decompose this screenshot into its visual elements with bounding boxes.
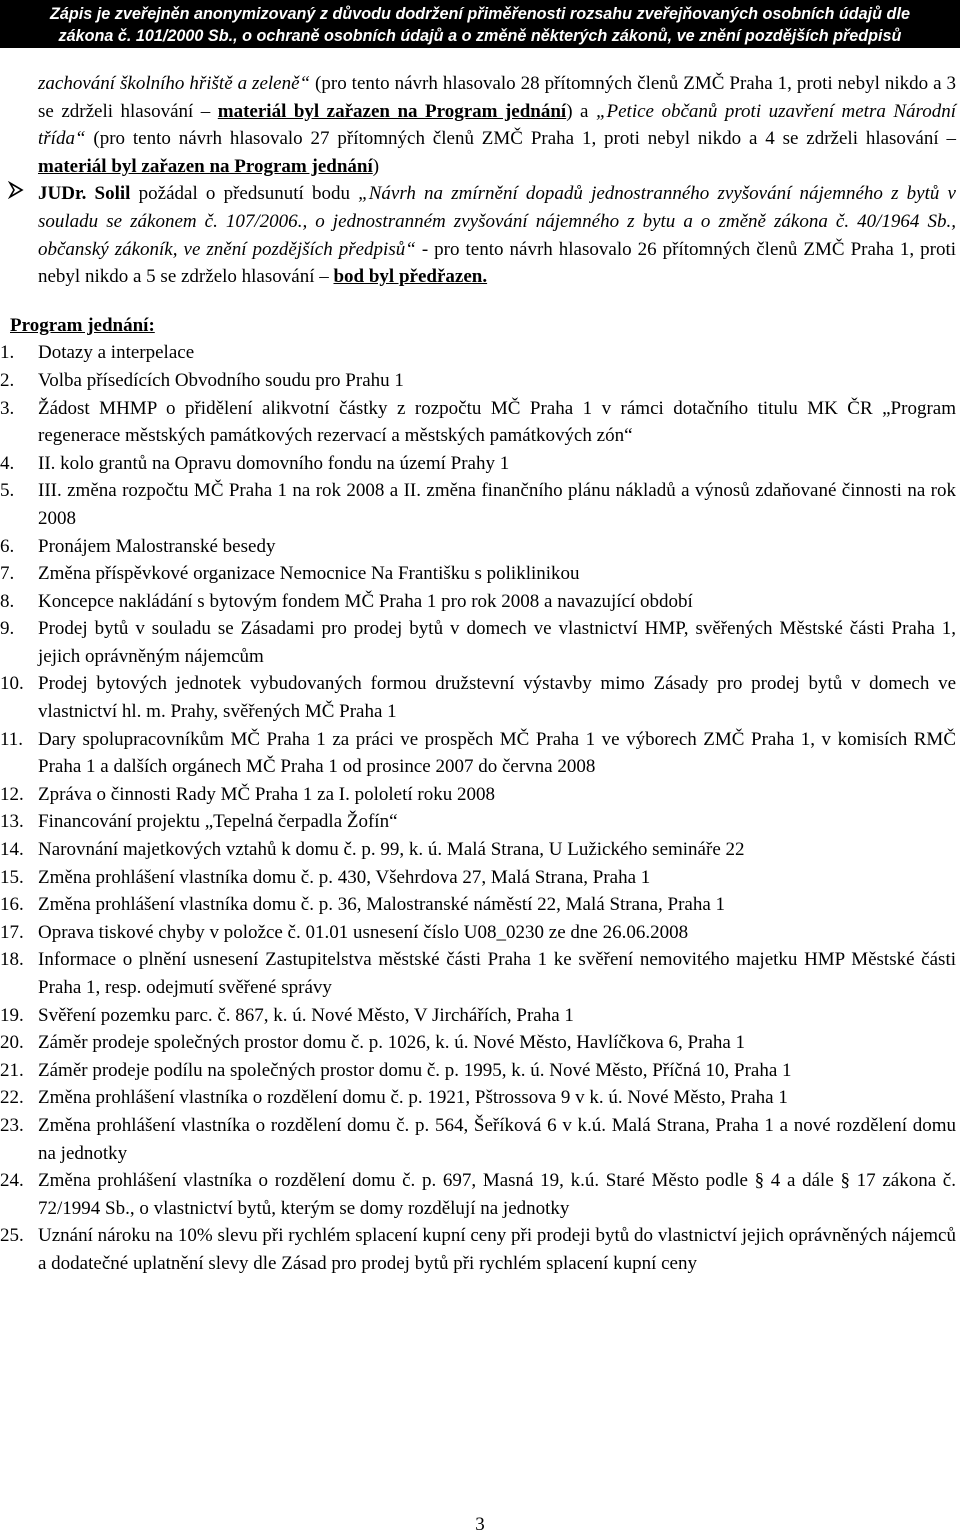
petition-title-1: zachování školního hřiště a zeleně“ [38, 73, 311, 94]
agenda-item-number: 24. [0, 1170, 24, 1192]
closing-paren: ) [372, 155, 380, 177]
agenda-item-text: Oprava tiskové chyby v položce č. 01.01 usnesení číslo U08_0230 ze dne 26.06.2008 [38, 921, 689, 943]
motion-title-part-3: , občanský zákoník, ve znění pozdějších předpisů“ [38, 210, 956, 260]
vote-text-3: - pro tento návrh hlasovalo 26 přítomných členů ZMČ Praha 1, proti nebyl nikdo a 5 se zdrželo hlasování – [38, 238, 956, 288]
agenda-item-text: Dotazy a interpelace [38, 342, 195, 364]
agenda-item [0, 588, 956, 616]
anonymization-notice-banner [0, 0, 960, 48]
agenda-item [0, 395, 956, 450]
agenda-item-number: 19. [0, 1004, 24, 1026]
agenda-item-text: Změna příspěvkové organizace Nemocnice Na Františku s poliklinikou [38, 563, 580, 585]
agenda-item-text: Dary spolupracovníkům MČ Praha 1 za práci ve prospěch MČ Praha 1 ve výborech ZMČ Praha 1, v komisích RMČ Praha 1 a dalších orgánech MČ Praha 1 od prosince 2007 do června 2008 [38, 728, 956, 778]
agenda-item-number: 20. [0, 1032, 24, 1054]
agenda-item [0, 808, 956, 836]
vote-text-2: (pro tento návrh hlasovalo 27 přítomných členů ZMČ Praha 1, proti nebyl nikdo a 4 se zdrželi hlasování – [85, 128, 956, 150]
agenda-item-text: Záměr prodeje společných prostor domu č. p. 1026, k. ú. Nové Město, Havlíčkova 6, Praha 1 [38, 1032, 746, 1054]
agenda-item-number: 10. [0, 673, 24, 695]
agenda-item-number: 16. [0, 894, 24, 916]
agenda-item [0, 339, 956, 367]
document-body [0, 70, 956, 1278]
agenda-item-text: III. změna rozpočtu MČ Praha 1 na rok 2008 a II. změna finančního plánu nákladů a výnosů zdaňované činnosti na rok 2008 [38, 480, 956, 529]
agenda-item-text: Změna prohlášení vlastníka domu č. p. 430, Všehrdova 27, Malá Strana, Praha 1 [38, 866, 651, 888]
agenda-item-text: II. kolo grantů na Opravu domovního fondu na území Prahy 1 [38, 452, 510, 474]
agenda-item-number: 1. [0, 342, 15, 364]
agenda-item-text: Záměr prodeje podílu na společných prostor domu č. p. 1995, k. ú. Nové Město, Příčná 10, Praha 1 [38, 1059, 792, 1081]
agenda-item-number: 3. [0, 397, 15, 419]
agenda-item-number: 5. [0, 480, 15, 502]
agenda-item-text: Žádost MHMP o přidělení alikvotní částky z rozpočtu MČ Praha 1 v rámci dotačního titulu MK ČR „Program regenerace městských památkových rezervací a městských památkových zón“ [38, 397, 956, 447]
agenda-item-text: Změna prohlášení vlastníka o rozdělení domu č. p. 697, Masná 19, k.ú. Staré Město podle § 4 a dále § 17 zákona č. 72/1994 Sb., o vlastnictví bytů, kterým se domy rozdělují na jednotky [38, 1170, 956, 1219]
agenda-item [0, 615, 956, 670]
agenda-item-text: Svěření pozemku parc. č. 867, k. ú. Nové Město, V Jirchářích, Praha 1 [38, 1004, 574, 1026]
agenda-item-number: 14. [0, 839, 24, 861]
agenda-item-text: Pronájem Malostranské besedy [38, 535, 276, 557]
arrow-bullet-icon [8, 180, 30, 208]
notice-line-2: zákona č. 101/2000 Sb., o ochraně osobních údajů a o změně některých zákonů, ve znění pozdějších předpisů [58, 27, 902, 45]
agenda-item-number: 8. [0, 590, 15, 612]
agenda-item-number: 13. [0, 811, 24, 833]
agenda-item-number: 18. [0, 949, 24, 971]
agenda-item-text: Zpráva o činnosti Rady MČ Praha 1 za I. pololetí roku 2008 [38, 783, 495, 805]
agenda-item-text: Informace o plnění usnesení Zastupitelstva městské části Praha 1 ke svěření nemovitého majetku HMP Městské části Praha 1, resp. odejmutí svěřené správy [38, 949, 956, 998]
agenda-item [0, 781, 956, 809]
agenda-item [0, 891, 956, 919]
agenda-item-text: Prodej bytových jednotek vybudovaných formou družstevní výstavby mimo Zásady pro prodej bytů v domech ve vlastnictví hl. m. Prahy, svěřených MČ Praha 1 [38, 673, 956, 723]
agenda-item-number: 25. [0, 1225, 24, 1247]
vote-text-1: (pro tento návrh hlasovalo 28 přítomných členů ZMČ Praha 1, proti nebyl nikdo a 3 se zdrželi hlasování – [38, 73, 956, 122]
agenda-item [0, 1167, 956, 1222]
agenda-item-text: Změna prohlášení vlastníka o rozdělení domu č. p. 564, Šeříková 6 v k.ú. Malá Strana, Praha 1 a nové rozdělení domu na jednotky [38, 1114, 956, 1164]
agenda-item-text: Narovnání majetkových vztahů k domu č. p. 99, k. ú. Malá Strana, U Lužického semináře 22 [38, 839, 745, 861]
agenda-item [0, 560, 956, 588]
agenda-item-number: 22. [0, 1087, 24, 1109]
agenda-item-number: 23. [0, 1114, 24, 1136]
agenda-item-number: 6. [0, 535, 15, 557]
agenda-item-number: 2. [0, 369, 15, 391]
request-text: požádal o předsunutí bodu [130, 183, 359, 205]
agenda-item [0, 533, 956, 561]
agenda-item-text: Volba přísedících Obvodního soudu pro Prahu 1 [38, 369, 404, 391]
agenda-item [0, 726, 956, 781]
agenda-item [0, 864, 956, 892]
motion-title-part-2: ., o jednostranném zvyšování nájemného z bytu a o změně zákona č. 40/1964 Sb. [297, 210, 952, 232]
notice-line-1: Zápis je zveřejněn anonymizovaný z důvodu dodržení přiměřenosti rozsahu zveřejňovaných osobních údajů dle [50, 5, 910, 23]
agenda-item [0, 1222, 956, 1277]
result-text-1: materiál byl zařazen na Program jednání [217, 100, 567, 122]
agenda-item-text: Koncepce nakládání s bytovým fondem MČ Praha 1 pro rok 2008 a navazující období [38, 590, 693, 612]
result-text-2: materiál byl zařazen na Program jednání [38, 155, 373, 177]
agenda-item [0, 836, 956, 864]
agenda-item-number: 11. [0, 728, 24, 750]
agenda-item [0, 367, 956, 395]
speaker-name: JUDr. Solil [38, 183, 131, 205]
agenda-item-number: 15. [0, 866, 24, 888]
agenda-item-number: 17. [0, 921, 24, 943]
motion-title-part-1: „Návrh na zmírnění dopadů jednostranného zvyšování nájemného z bytů v souladu se zákonem č. 107/2006 [38, 183, 956, 232]
agenda-item [0, 1112, 956, 1167]
agenda-item-number: 4. [0, 452, 15, 474]
agenda-item [0, 1057, 956, 1085]
agenda-item-text: Uznání nároku na 10% slevu při rychlém splacení kupní ceny při prodeji bytů do vlastnictví jejich oprávněných nájemců a dodatečné uplatnění slevy dle Zásad pro prodej bytů při rychlém splacení kupní ceny [38, 1225, 956, 1274]
agenda-item-number: 9. [0, 618, 15, 640]
bullet-paragraph [38, 180, 956, 290]
agenda-item-text: Změna prohlášení vlastníka domu č. p. 36, Malostranské náměstí 22, Malá Strana, Praha 1 [38, 894, 726, 916]
agenda-item-text: Změna prohlášení vlastníka o rozdělení domu č. p. 1921, Pštrossova 9 v k. ú. Nové Město, Praha 1 [38, 1087, 788, 1109]
agenda-item-number: 7. [0, 563, 15, 585]
agenda-item [0, 477, 956, 532]
agenda-item-text: Financování projektu „Tepelná čerpadla Žofín“ [38, 811, 398, 833]
intro-paragraph [38, 70, 956, 180]
petition-title-2: „Petice občanů proti uzavření metra Národní třída“ [38, 100, 956, 150]
agenda-item [0, 450, 956, 478]
page-number: 3 [475, 1514, 485, 1535]
result-text-3: bod byl předřazen. [333, 266, 488, 288]
agenda-list [0, 339, 956, 1277]
program-heading: Program jednání: [10, 314, 155, 336]
agenda-item [0, 1084, 956, 1112]
agenda-item [0, 1029, 956, 1057]
agenda-item [0, 946, 956, 1001]
agenda-item-number: 12. [0, 783, 24, 805]
agenda-item [0, 670, 956, 725]
agenda-item-text: Prodej bytů v souladu se Zásadami pro prodej bytů v domech ve vlastnictví HMP, svěřených Městské části Praha 1, jejich oprávněným nájemcům [38, 618, 956, 667]
agenda-item-number: 21. [0, 1059, 24, 1081]
agenda-item [0, 919, 956, 947]
connector-text: ) a [566, 100, 596, 122]
agenda-item [0, 1002, 956, 1030]
